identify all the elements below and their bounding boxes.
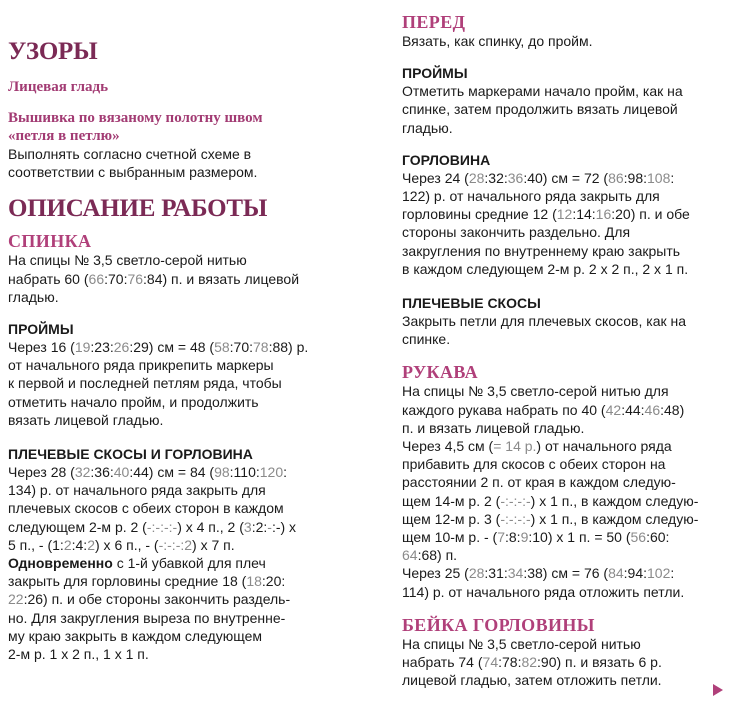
back-text-line2: набрать 60 (66:70:76:84) п. и вязать лицевой — [8, 270, 300, 287]
work-description-title: ОПИСАНИЕ РАБОТЫ — [8, 195, 268, 223]
front-shoulders-heading: ПЛЕЧЕВЫЕ СКОСЫ — [402, 295, 541, 312]
front-shoulders-line1: Закрыть петли для плечевых скосов, как на — [402, 313, 687, 330]
shoulder-line10: му краю закрыть в каждом следующем — [8, 627, 263, 644]
shoulder-line2: 134) р. от начального ряда закрыть для — [8, 482, 266, 499]
right-column — [402, 0, 727, 689]
armholes-heading: ПРОЙМЫ — [8, 321, 74, 338]
armholes-line2: от начального ряда прикрепить маркеры — [8, 357, 274, 374]
sleeves-line5: прибавить для скосов с обеих сторон на — [402, 456, 666, 473]
armholes-line3: к первой и последней петлям ряда, чтобы — [8, 375, 282, 392]
patterns-title: УЗОРЫ — [8, 38, 98, 65]
back-heading: СПИНКА — [8, 231, 92, 252]
shoulder-line11: 2-м р. 1 х 2 п., 1 х 1 п. — [8, 646, 149, 663]
shoulder-line8: 22:26) п. и обе стороны закончить раздель- — [8, 591, 291, 608]
neck-line2: 122) р. от начального ряда закрыть для — [402, 188, 660, 205]
sleeves-line12: 114) р. от начального ряда отложить петли. — [402, 583, 685, 600]
sleeves-line9: щем 10-м р. - (7:8:9:10) х 1 п. = 50 (56:60: — [402, 529, 670, 546]
sleeves-line7: щем 14-м р. 2 (-:-:-:-) х 1 п., в каждом следую- — [402, 492, 699, 509]
embroidery-text-line1: Выполнять согласно счетной схеме в — [8, 146, 252, 162]
neck-line6: в каждом следующем 2-м р. 2 х 2 п., 2 х 1 п. — [402, 260, 689, 277]
armholes-line4: отметить начало пройм, и продолжить — [8, 393, 259, 410]
shoulder-line7: закрыть для горловины средние 18 (18:20: — [8, 573, 286, 590]
neck-line5: закругления по внутреннему краю закрыть — [402, 242, 681, 259]
shoulder-line6: Одновременно с 1-й убавкой для плеч — [8, 555, 266, 572]
neck-line4: стороны закончить раздельно. Для — [402, 224, 631, 241]
embroidery-text-line2: соответствии с выбранным размером. — [8, 164, 258, 181]
shoulder-line9: но. Для закругления выреза по внутренне- — [8, 609, 286, 626]
sleeves-line3: п. и вязать лицевой гладью. — [402, 419, 585, 436]
sleeves-line2: каждого рукава набрать по 40 (42:44:46:48) — [402, 401, 685, 418]
front-armholes-line2: спинке, затем продолжить вязать лицевой — [402, 101, 678, 118]
embroidery-heading-line1: Вышивка по вязаному полотну швом — [8, 110, 263, 126]
neckband-line3: лицевой гладью, затем отложить петли. — [402, 672, 662, 689]
shoulder-line3: плечевых скосов с обеих сторон в каждом — [8, 500, 284, 517]
sleeves-line11: Через 25 (28:31:34:38) см = 76 (84:94:102: — [402, 565, 675, 582]
front-heading: ПЕРЕД — [402, 12, 466, 32]
embroidery-heading-line2: «петля в петлю» — [8, 128, 120, 144]
front-armholes-line3: гладью. — [402, 119, 453, 136]
front-shoulders-line2: спинке. — [402, 331, 451, 348]
sleeves-line4: Через 4,5 см (= 14 р.) от начального ряда — [402, 438, 672, 455]
front-text: Вязать, как спинку, до пройм. — [402, 33, 593, 49]
stockinette-heading: Лицевая гладь — [8, 79, 109, 95]
neck-line1: Через 24 (28:32:36:40) см = 72 (86:98:108: — [402, 169, 675, 186]
sleeves-heading: РУКАВА — [402, 362, 479, 383]
armholes-line1: Через 16 (19:23:26:29) см = 48 (58:70:78:88) р. — [8, 339, 309, 356]
sleeves-line1: На спицы № 3,5 светло-серой нитью для — [402, 383, 669, 400]
front-armholes-heading: ПРОЙМЫ — [402, 65, 468, 82]
next-page-arrow-icon — [713, 684, 723, 696]
neckband-heading: БЕЙКА ГОРЛОВИНЫ — [402, 614, 595, 635]
shoulder-line5: 5 п., - (1:2:4:2) х 6 п., - (-:-:-:2) х 7 п. — [8, 536, 235, 553]
back-text-line3: гладью. — [8, 288, 59, 305]
armholes-line5: вязать лицевой гладью. — [8, 411, 164, 428]
sleeves-line6: расстоянии 2 п. от края в каждом следую- — [402, 474, 676, 491]
back-text-line1: На спицы № 3,5 светло-серой нитью — [8, 252, 247, 269]
neck-heading: ГОРЛОВИНА — [402, 151, 491, 168]
left-column — [8, 0, 338, 663]
neckband-line2: набрать 74 (74:78:82:90) п. и вязать 6 р. — [402, 654, 662, 671]
front-armholes-line1: Отметить маркерами начало пройм, как на — [402, 83, 683, 100]
sleeves-line10: 64:68) п. — [402, 547, 458, 564]
shoulder-line4: следующем 2-м р. 2 (-:-:-:-) х 4 п., 2 (3:2:-:-) х — [8, 518, 297, 535]
shoulder-neck-heading: ПЛЕЧЕВЫЕ СКОСЫ И ГОРЛОВИНА — [8, 446, 253, 463]
neck-line3: горловины средние 12 (12:14:16:20) п. и обе — [402, 206, 690, 223]
shoulder-line1: Через 28 (32:36:40:44) см = 84 (98:110:120: — [8, 464, 287, 481]
neckband-line1: На спицы № 3,5 светло-серой нитью — [402, 635, 641, 652]
sleeves-line8: щем 12-м р. 3 (-:-:-:-) х 1 п., в каждом следую- — [402, 510, 699, 527]
